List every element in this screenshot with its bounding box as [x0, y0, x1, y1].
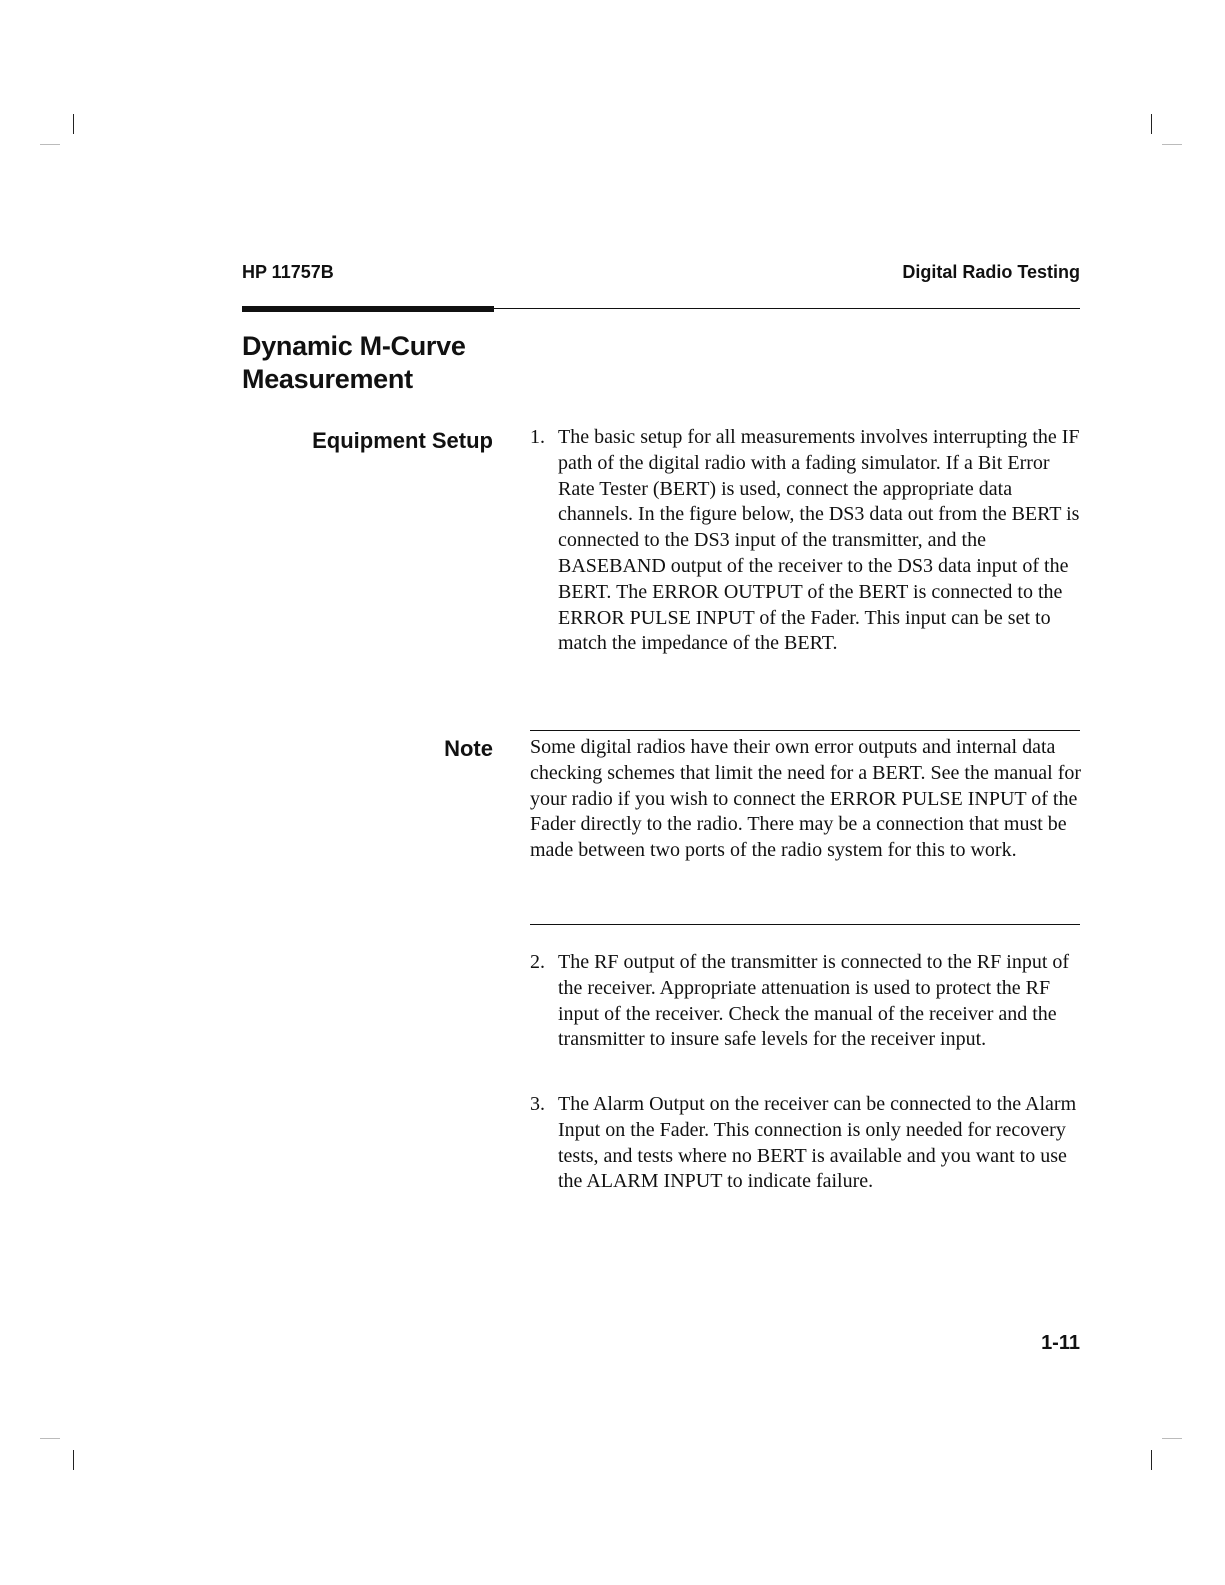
step-text: The RF output of the transmitter is connected to the RF input of the receiver. Appropriate attenuation is used to protect the RF input of the receiver. Check the manual of the receiver and the transmitter to insure safe levels for the receiver input.: [558, 951, 1070, 1051]
crop-mark-bottom-right-h: [1162, 1438, 1182, 1439]
note-rule-bottom: [530, 924, 1080, 925]
crop-mark-bottom-left: [73, 1450, 74, 1470]
section-title: [242, 330, 466, 396]
note-text: Some digital radios have their own error outputs and internal data checking schemes that limit the need for a BERT. See the manual for your radio if you wish to connect the ERROR PULSE INPUT of the Fader directly to the radio. There may be a connection that must be made between two ports of the radio system for this to work.: [530, 736, 1082, 862]
header-product-name: HP 11757B: [242, 262, 334, 282]
crop-mark-top-left: [73, 114, 74, 134]
section-title-line-2: Measurement: [242, 364, 413, 394]
step-text: The Alarm Output on the receiver can be connected to the Alarm Input on the Fader. This connection is only needed for recovery tests, and tests where no BERT is available and you want to use the ALARM INPUT to indicate failure.: [558, 1093, 1077, 1193]
list-item: [530, 950, 1082, 1053]
list-item: [530, 1092, 1082, 1195]
section-rule-accent: [242, 306, 494, 312]
step-number: 2.: [530, 951, 545, 973]
header-chapter-title: Digital Radio Testing: [902, 262, 1080, 282]
crop-mark-top-right-h: [1162, 144, 1182, 145]
crop-mark-top-right: [1151, 114, 1152, 134]
crop-mark-bottom-left-h: [40, 1438, 60, 1439]
step-text: The basic setup for all measurements involves interrupting the IF path of the digital radio with a fading simulator. If a Bit Error Rate Tester (BERT) is used, connect the appropriate data channels. In the figure below, the DS3 data out from the BERT is connected to the DS3 input of the transmitter, and the BASEBAND output of the receiver to the DS3 data input of the BERT. The ERROR OUTPUT of the BERT is connected to the ERROR PULSE INPUT of the Fader. This input can be set to match the impedance of the BERT.: [558, 426, 1080, 655]
list-item: [530, 425, 1082, 657]
crop-mark-bottom-right: [1151, 1450, 1152, 1470]
step-number: 1.: [530, 426, 545, 448]
equipment-setup-label: Equipment Setup: [312, 428, 493, 453]
step-number: 3.: [530, 1093, 545, 1115]
page-number: 1-11: [1041, 1332, 1080, 1354]
section-title-line-1: Dynamic M-Curve: [242, 331, 466, 361]
note-rule-top: [530, 730, 1080, 731]
note-label: Note: [444, 736, 493, 761]
crop-mark-top-left-h: [40, 144, 60, 145]
